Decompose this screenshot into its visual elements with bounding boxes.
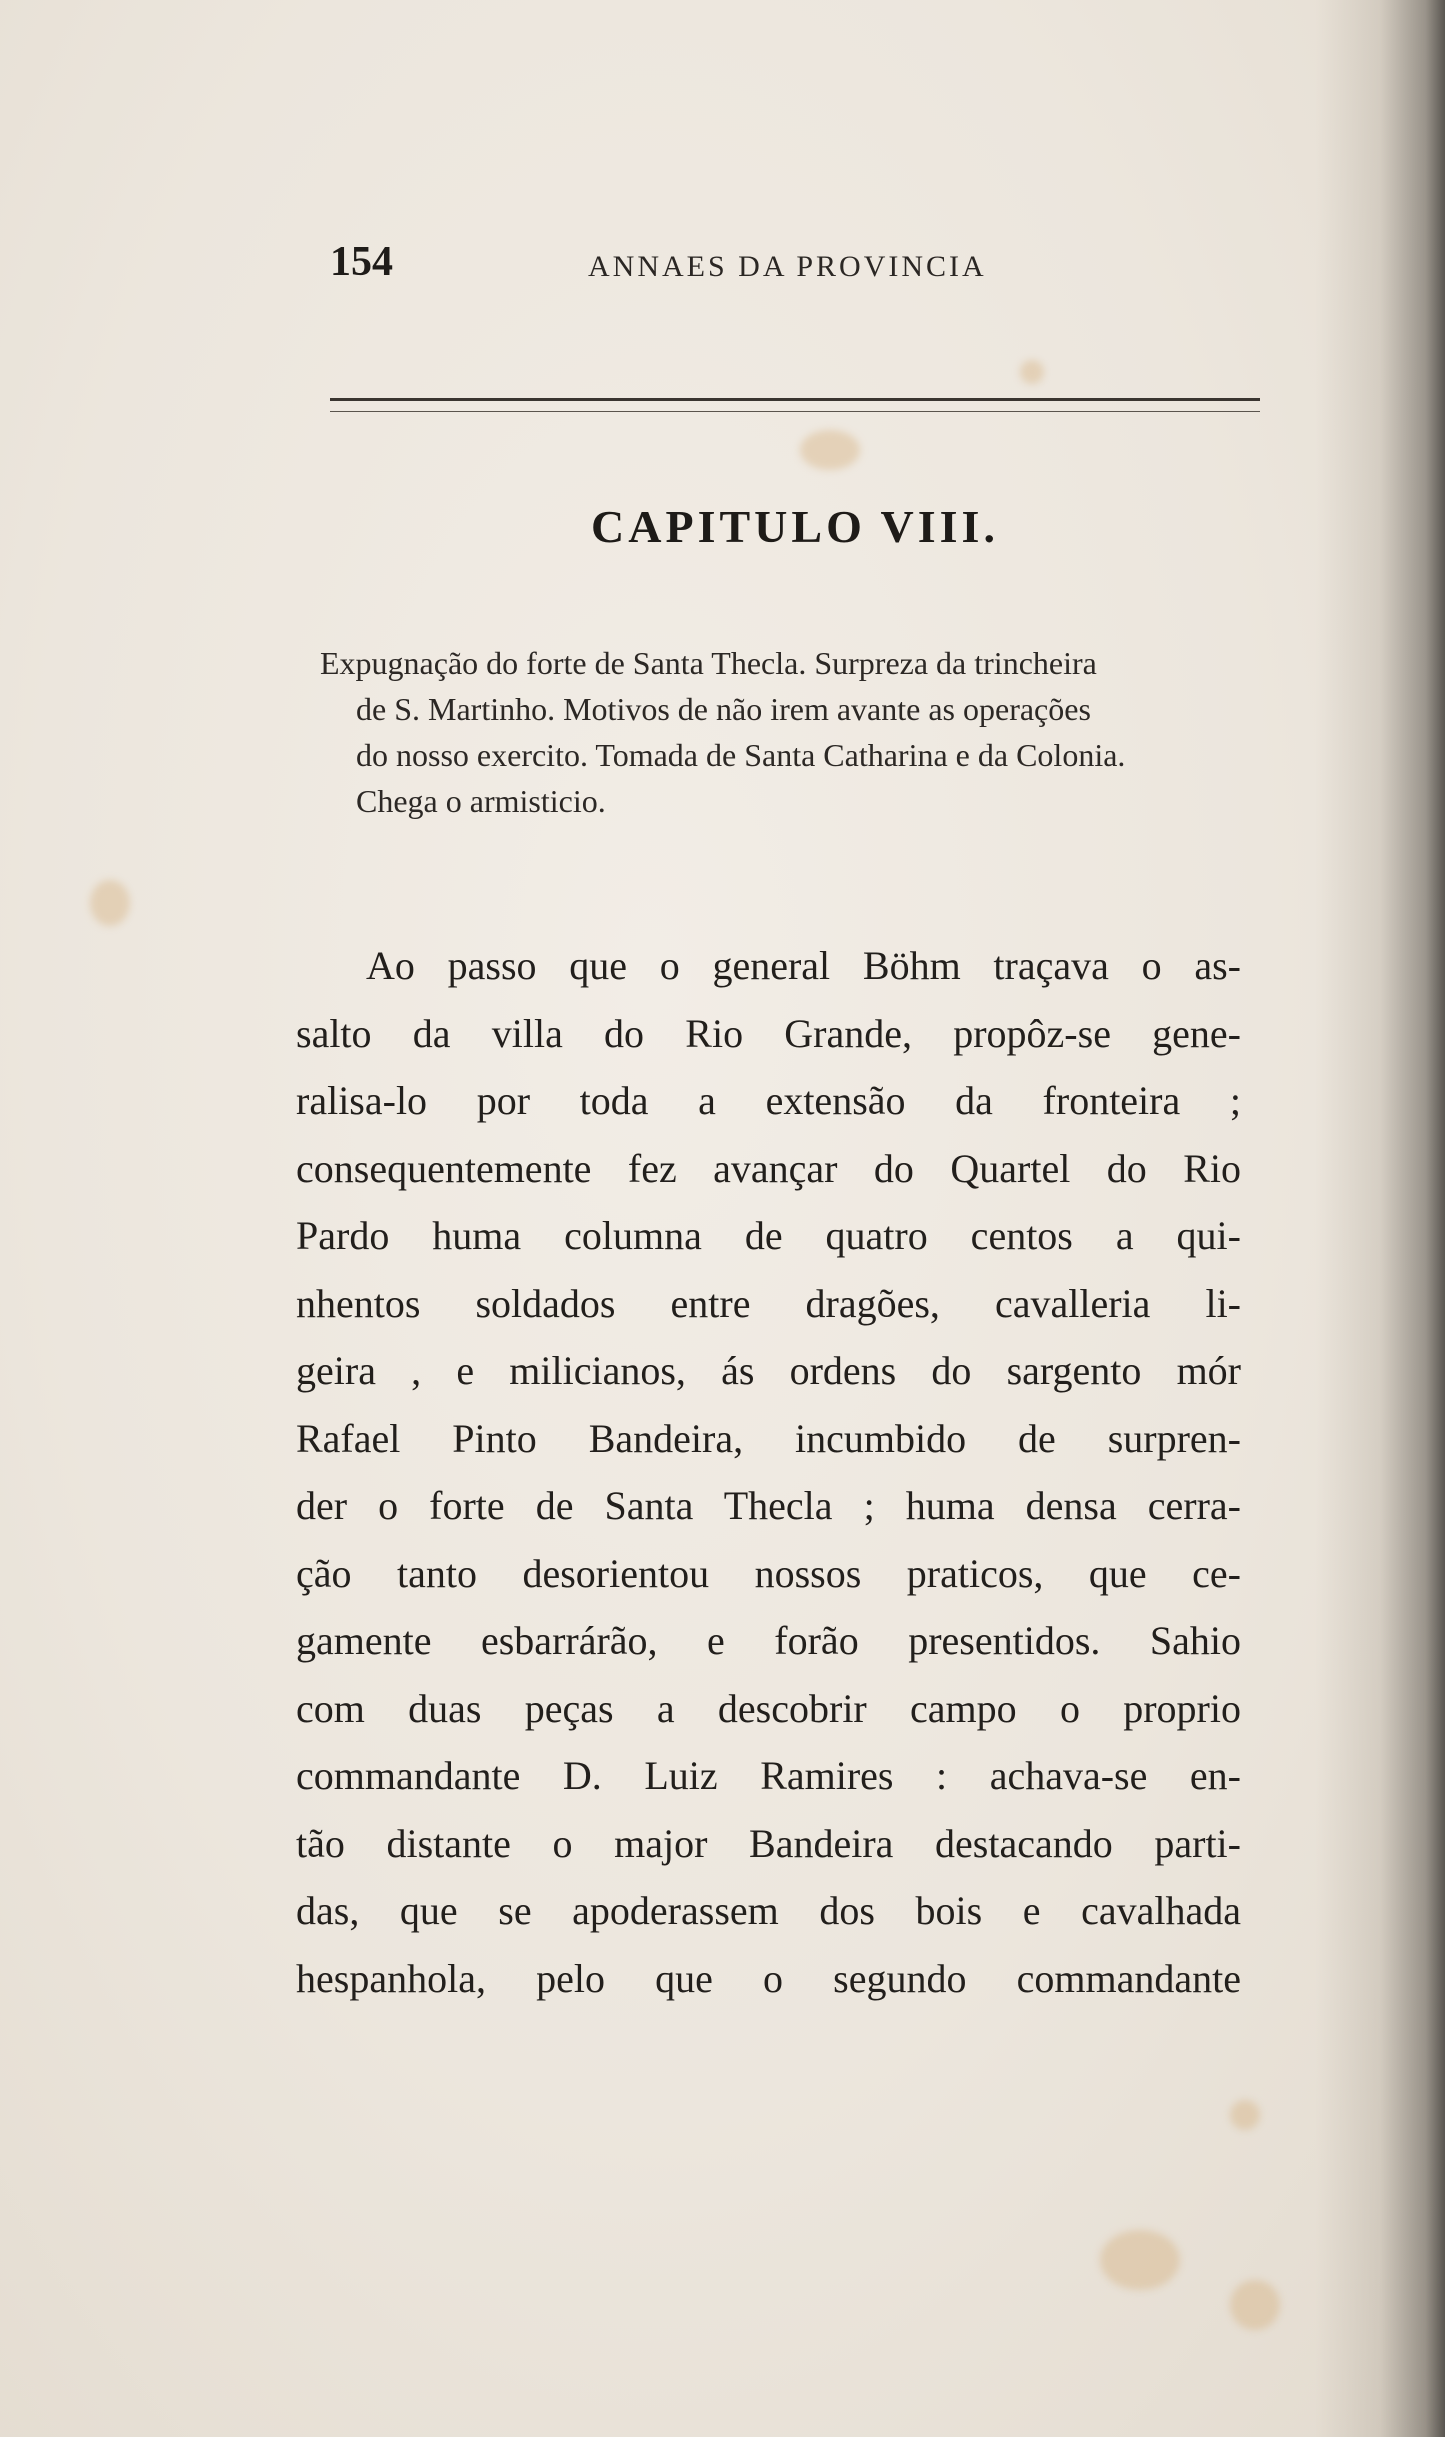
body-line: consequentemente fez avançar do Quartel do Rio bbox=[296, 1145, 1241, 1191]
body-line: commandante D. Luiz Ramires : achava-se en- bbox=[296, 1753, 1241, 1798]
body-line: Ao passo que o general Böhm traçava o as- bbox=[366, 943, 1241, 988]
foxing-spot bbox=[800, 430, 860, 470]
foxing-spot bbox=[1020, 360, 1044, 384]
body-line: der o forte de Santa Thecla ; huma densa cerra- bbox=[296, 1483, 1241, 1528]
summary-line: do nosso exercito. Tomada de Santa Catharina e da Colonia. bbox=[356, 737, 1126, 773]
foxing-spot bbox=[1100, 2230, 1180, 2290]
foxing-spot bbox=[90, 880, 130, 926]
page-gutter-shadow bbox=[1315, 0, 1445, 2437]
body-line: das, que se apoderassem dos bois e cavalhada bbox=[296, 1888, 1241, 1933]
body-line: Rafael Pinto Bandeira, incumbido de surpren- bbox=[296, 1415, 1241, 1461]
running-title: ANNAES DA PROVINCIA bbox=[588, 250, 987, 283]
page-header bbox=[330, 238, 1260, 288]
body-line: tão distante o major Bandeira destacando parti- bbox=[296, 1820, 1241, 1866]
body-line: gamente esbarrárão, e forão presentidos. Sahio bbox=[296, 1618, 1241, 1663]
body-line: nhentos soldados entre dragões, cavalleria li- bbox=[296, 1280, 1241, 1326]
summary-line: Chega o armisticio. bbox=[356, 783, 606, 819]
chapter-title: CAPITULO VIII. bbox=[591, 501, 999, 552]
body-line: ralisa-lo por toda a extensão da fronteira ; bbox=[296, 1078, 1241, 1123]
body-line: hespanhola, pelo que o segundo commandante bbox=[296, 1955, 1241, 2001]
foxing-spot bbox=[1230, 2280, 1280, 2330]
chapter-summary bbox=[320, 640, 1260, 824]
body-line: com duas peças a descobrir campo o proprio bbox=[296, 1685, 1241, 1731]
body-line: geira , e milicianos, ás ordens do sargento mór bbox=[296, 1348, 1241, 1393]
body-line: ção tanto desorientou nossos praticos, que ce- bbox=[296, 1550, 1241, 1596]
body-paragraph bbox=[296, 932, 1241, 2012]
body-line: salto da villa do Rio Grande, propôz-se gene- bbox=[296, 1010, 1241, 1056]
page-number: 154 bbox=[330, 239, 393, 285]
header-rule bbox=[330, 398, 1260, 412]
summary-line: Expugnação do forte de Santa Thecla. Surpreza da trincheira bbox=[320, 645, 1097, 681]
body-line: Pardo huma columna de quatro centos a qui- bbox=[296, 1213, 1241, 1258]
summary-line: de S. Martinho. Motivos de não irem avante as operações bbox=[356, 691, 1091, 727]
foxing-spot bbox=[1230, 2100, 1260, 2130]
